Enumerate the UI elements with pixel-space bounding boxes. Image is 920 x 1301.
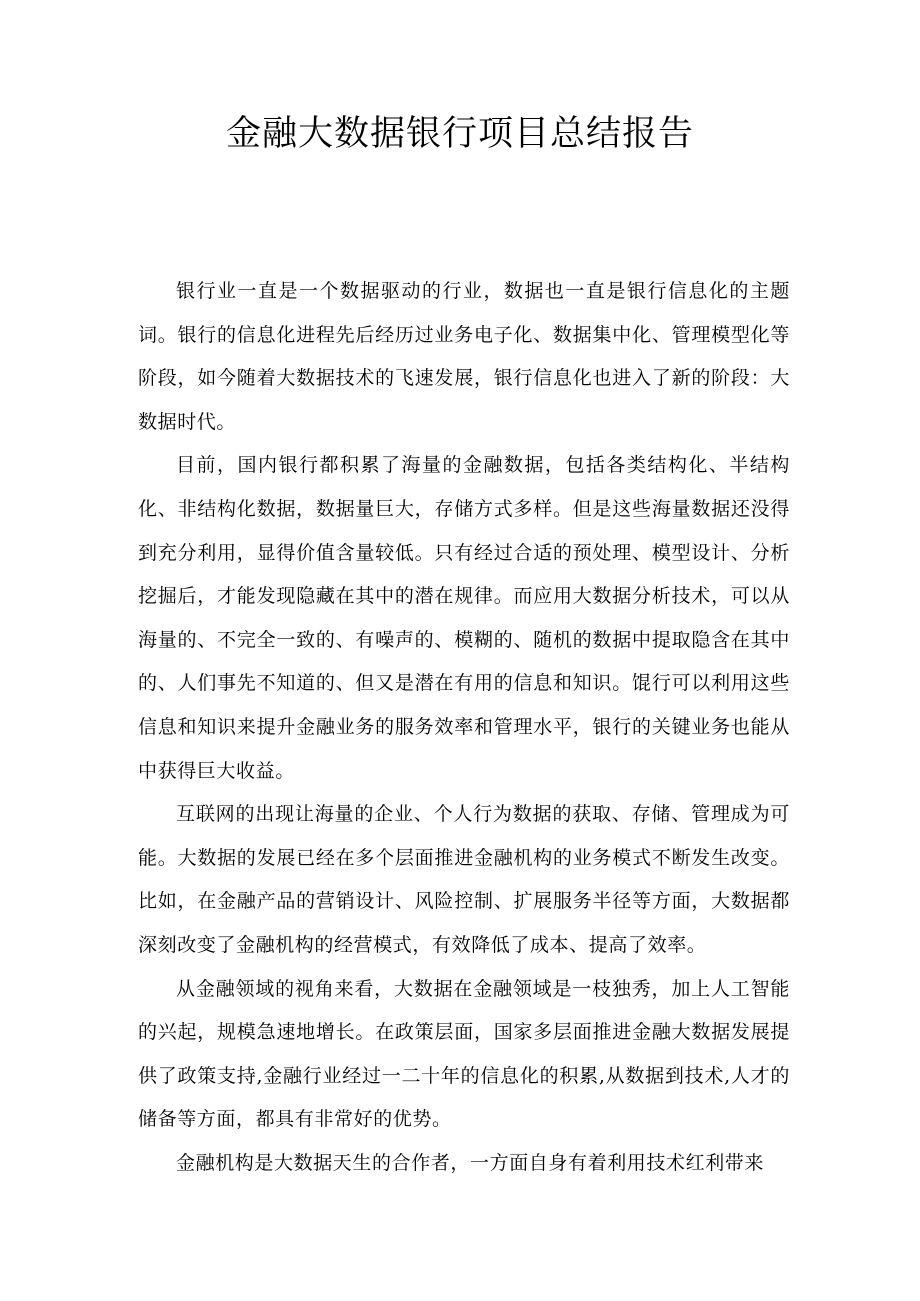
- paragraph-3: 互联网的出现让海量的企业、个人行为数据的获取、存储、管理成为可能。大数据的发展已经在多个层面推进金融机构的业务模式不断发生改变。比如，在金融产品的营销设计、风险控制、扩展服务半径等方面，大数据都深刻改变了金融机构的经营模式，有效降低了成本、提高了效率。: [138, 803, 790, 956]
- document-body: [138, 270, 790, 1185]
- paragraph-4: 从金融领域的视角来看，大数据在金融领域是一枝独秀，加上人工智能的兴起，规模急速地增长。在政策层面，国家多层面推进金融大数据发展提供了政策支持,金融行业经过一二十年的信息化的积累,从数据到技术,人才的储备等方面，都具有非常好的优势。: [138, 977, 790, 1131]
- paragraph-1: 银行业一直是一个数据驱动的行业，数据也一直是银行信息化的主题词。银行的信息化进程先后经历过业务电子化、数据集中化、管理模型化等阶段，如今随着大数据技术的飞速发展，银行信息化也进入了新的阶段：大数据时代。: [138, 280, 790, 433]
- document-title: 金融大数据银行项目总结报告: [225, 114, 694, 154]
- paragraph-2: 目前，国内银行都积累了海量的金融数据，包括各类结构化、半结构化、非结构化数据，数据量巨大，存储方式多样。但是这些海量数据还没得到充分利用，显得价值含量较低。只有经过合适的预处理、模型设计、分析挖掘后，才能发现隐藏在其中的潜在规律。而应用大数据分析技术，可以从海量的、不完全一致的、有噪声的、模糊的、随机的数据中提取隐含在其中的、人们事先不知道的、但又是潜在有用的信息和知识。馄行可以利用这些信息和知识来提升金融业务的服务效率和管理水平，银行的关键业务也能从中获得巨大收益。: [138, 454, 790, 782]
- paragraph-5: 金融机构是大数据天生的合作者，一方面自身有着利用技术红利带来: [176, 1151, 765, 1174]
